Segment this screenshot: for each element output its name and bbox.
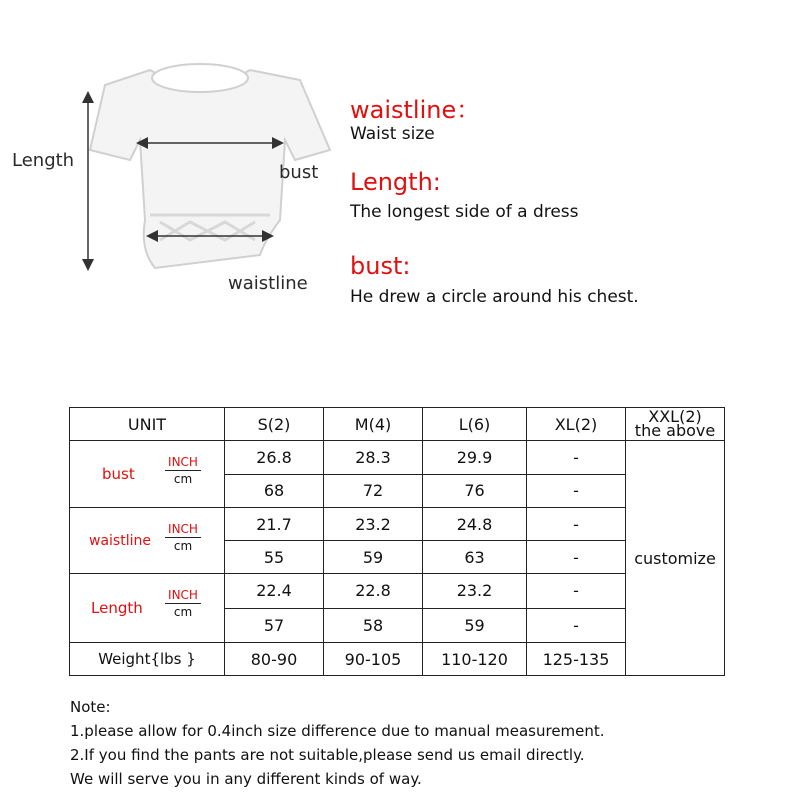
table-cell: 28.3 [324, 441, 423, 475]
customize-cell: customize [626, 441, 725, 676]
table-cell: 80-90 [225, 643, 324, 676]
unit-fraction [165, 455, 201, 486]
table-cell: 23.2 [324, 508, 423, 541]
row-label-waistline [70, 508, 225, 574]
header-xl: XL(2) [527, 408, 626, 441]
unit-cm: cm [173, 605, 193, 619]
note-line-3: We will serve you in any different kinds of way. [70, 770, 422, 788]
table-cell: 90-105 [324, 643, 423, 676]
table-cell: 125-135 [527, 643, 626, 676]
table-cell: 59 [324, 541, 423, 574]
waistline-label: waistline [228, 273, 308, 294]
unit-inch: INCH [165, 588, 201, 604]
table-cell: - [527, 608, 626, 643]
table-cell: 59 [423, 608, 527, 643]
table-cell: 21.7 [225, 508, 324, 541]
def-waistline-desc: Waist size [350, 124, 435, 144]
table-cell: 29.9 [423, 441, 527, 475]
table-cell: 55 [225, 541, 324, 574]
row-name: Length [91, 599, 143, 617]
row-name: bust [102, 465, 135, 483]
unit-cm: cm [173, 472, 193, 486]
table-cell: 57 [225, 608, 324, 643]
table-cell: - [527, 508, 626, 541]
row-label-length [70, 574, 225, 643]
table-cell: - [527, 541, 626, 574]
row-label-bust [70, 441, 225, 508]
def-length-desc: The longest side of a dress [350, 202, 579, 222]
table-cell: 22.4 [225, 574, 324, 609]
header-s: S(2) [225, 408, 324, 441]
header-xxl [626, 408, 725, 441]
note-line-1: 1.please allow for 0.4inch size difference due to manual measurement. [70, 722, 605, 740]
table-cell: 72 [324, 474, 423, 508]
unit-fraction [165, 588, 201, 619]
table-cell: 26.8 [225, 441, 324, 475]
table-cell: 58 [324, 608, 423, 643]
note-line-2: 2.If you find the pants are not suitable,please send us email directly. [70, 746, 585, 764]
unit-fraction [165, 522, 201, 553]
table-cell: - [527, 441, 626, 475]
length-label: Length [12, 150, 75, 171]
bust-label: bust [279, 162, 319, 183]
def-waistline-term: waistline： [350, 96, 481, 124]
header-xxl-line2: the above [634, 421, 716, 440]
table-cell: - [527, 574, 626, 609]
table-cell: 76 [423, 474, 527, 508]
header-xxl-line1: XXL(2) [648, 407, 702, 426]
table-row [70, 441, 725, 475]
def-bust-term: bust: [350, 252, 411, 280]
unit-cm: cm [173, 539, 193, 553]
def-length-term: Length: [350, 168, 441, 196]
note-heading: Note: [70, 698, 111, 716]
header-l: L(6) [423, 408, 527, 441]
header-m: M(4) [324, 408, 423, 441]
table-header-row [70, 408, 725, 441]
table-cell: 68 [225, 474, 324, 508]
size-chart-table [69, 407, 725, 676]
table-cell: 22.8 [324, 574, 423, 609]
row-name-weight: Weight{lbs } [70, 643, 225, 676]
table-cell: 110-120 [423, 643, 527, 676]
unit-inch: INCH [165, 455, 201, 471]
table-cell: 24.8 [423, 508, 527, 541]
def-bust-desc: He drew a circle around his chest. [350, 287, 639, 307]
garment-illustration [0, 0, 340, 320]
table-cell: 63 [423, 541, 527, 574]
header-unit: UNIT [70, 408, 225, 441]
row-name: waistline [89, 532, 151, 549]
unit-inch: INCH [165, 522, 201, 538]
table-cell: - [527, 474, 626, 508]
table-cell: 23.2 [423, 574, 527, 609]
